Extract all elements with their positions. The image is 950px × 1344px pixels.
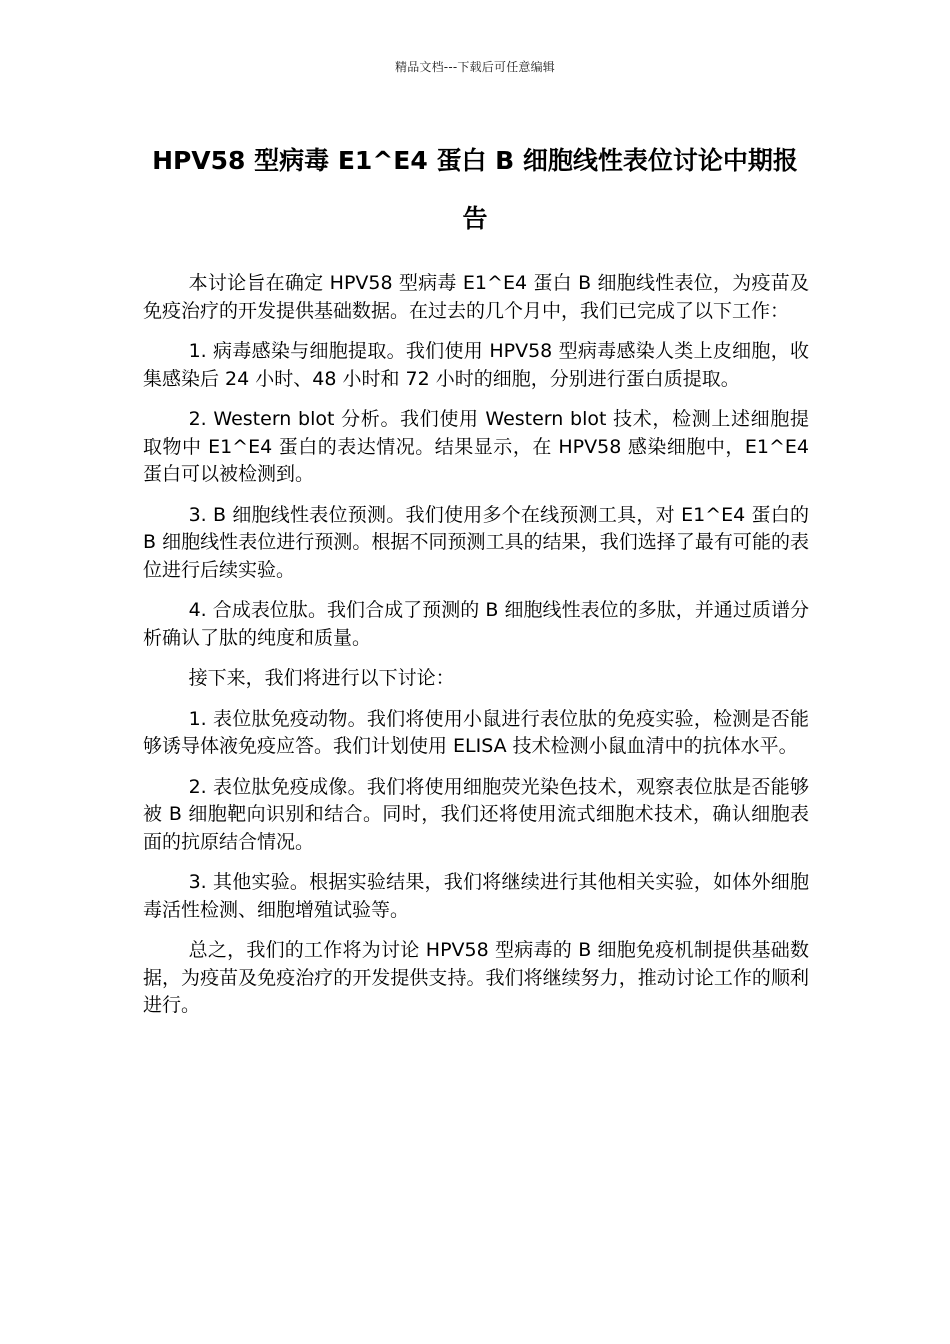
paragraph: 1. 表位肽免疫动物。我们将使用小鼠进行表位肽的免疫实验，检测是否能够诱导体液免疫应答。我们计划使用 ELISA 技术检测小鼠血清中的抗体水平。	[143, 707, 809, 757]
document-title: HPV58 型病毒 E1^E4 蛋白 B 细胞线性表位讨论中期报告	[152, 146, 798, 233]
paragraph: 总之，我们的工作将为讨论 HPV58 型病毒的 B 细胞免疫机制提供基础数据，为疫苗及免疫治疗的开发提供支持。我们将继续努力，推动讨论工作的顺利进行。	[143, 939, 809, 1016]
header-note: 精品文档---下载后可任意编辑	[395, 60, 555, 74]
document-body	[143, 270, 809, 1033]
paragraph: 本讨论旨在确定 HPV58 型病毒 E1^E4 蛋白 B 细胞线性表位，为疫苗及免疫治疗的开发提供基础数据。在过去的几个月中，我们已完成了以下工作：	[143, 272, 809, 322]
paragraph: 接下来，我们将进行以下讨论：	[188, 667, 455, 689]
paragraph: 1. 病毒感染与细胞提取。我们使用 HPV58 型病毒感染人类上皮细胞，收集感染后 24 小时、48 小时和 72 小时的细胞，分别进行蛋白质提取。	[143, 340, 809, 390]
paragraph: 4. 合成表位肽。我们合成了预测的 B 细胞线性表位的多肽，并通过质谱分析确认了肽的纯度和质量。	[143, 599, 809, 649]
paragraph: 2. 表位肽免疫成像。我们将使用细胞荧光染色技术，观察表位肽是否能够被 B 细胞靶向识别和结合。同时，我们还将使用流式细胞术技术，确认细胞表面的抗原结合情况。	[143, 775, 809, 853]
paragraph: 3. B 细胞线性表位预测。我们使用多个在线预测工具，对 E1^E4 蛋白的 B 细胞线性表位进行预测。根据不同预测工具的结果，我们选择了最有可能的表位进行后续实验。	[143, 503, 809, 581]
paragraph: 2. Western blot 分析。我们使用 Western blot 技术，检测上述细胞提取物中 E1^E4 蛋白的表达情况。结果显示，在 HPV58 感染细胞中，E1^E4 蛋白可以被检测到。	[143, 408, 809, 485]
paragraph: 3. 其他实验。根据实验结果，我们将继续进行其他相关实验，如体外细胞毒活性检测、细胞增殖试验等。	[143, 871, 809, 921]
